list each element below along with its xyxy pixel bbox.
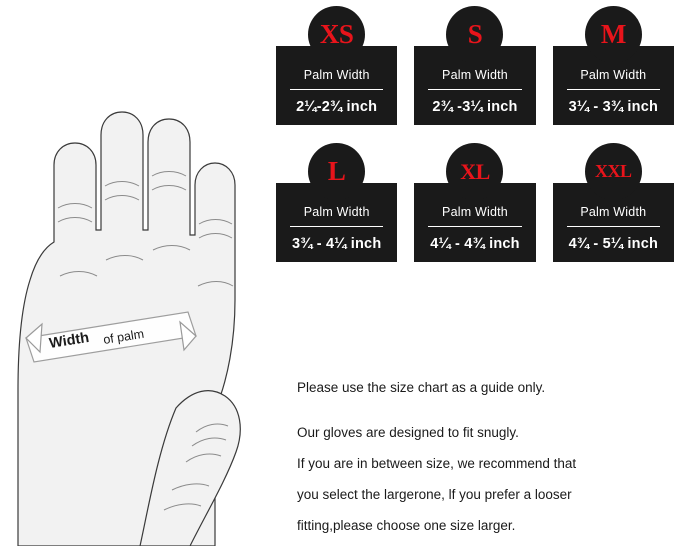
measure-label-xs: Palm Width xyxy=(290,68,383,90)
measure-label-xxl: Palm Width xyxy=(567,205,660,227)
measure-value-s: 2¾ -3¼ inch xyxy=(432,99,518,115)
size-badge-xl: XL xyxy=(446,143,503,200)
size-chart-row-2 xyxy=(276,143,674,262)
hand-illustration xyxy=(0,90,290,546)
palm-width-label-rest: of palm xyxy=(102,326,145,347)
measure-value-l: 3¾ - 4¼ inch xyxy=(291,236,382,252)
size-chart xyxy=(276,6,674,280)
measure-label-s: Palm Width xyxy=(428,68,521,90)
size-cell-l xyxy=(276,143,397,262)
size-badge-m: M xyxy=(585,6,642,63)
guidance-notes xyxy=(297,372,673,541)
size-badge-xs: XS xyxy=(308,6,365,63)
measure-value-m: 3¼ - 3¾ inch xyxy=(568,99,659,115)
size-cell-xxl xyxy=(553,143,674,262)
measure-value-xs: 2¼-2¾ inch xyxy=(296,99,378,115)
note-line-3: If you are in between size, we recommend that xyxy=(297,456,577,471)
measure-label-m: Palm Width xyxy=(567,68,660,90)
size-cell-m xyxy=(553,6,674,125)
hand-outline-svg xyxy=(0,90,290,546)
note-line-5: fitting,please choose one size larger. xyxy=(297,518,516,533)
size-badge-xxl: XXL xyxy=(585,143,642,200)
measure-value-xl: 4¼ - 4¾ inch xyxy=(430,236,520,252)
size-chart-row-1 xyxy=(276,6,674,125)
measure-value-xxl: 4¾ - 5¼ inch xyxy=(568,236,659,252)
palm-width-label-bold: Width xyxy=(48,329,91,352)
measure-label-xl: Palm Width xyxy=(428,205,521,227)
size-badge-s: S xyxy=(446,6,503,63)
size-badge-l: L xyxy=(308,143,365,200)
size-cell-xl xyxy=(414,143,535,262)
size-cell-s xyxy=(414,6,535,125)
measure-label-l: Palm Width xyxy=(290,205,383,227)
note-line-2: Our gloves are designed to fit snugly. xyxy=(297,425,519,440)
note-line-4: you select the largerone, lf you prefer a looser xyxy=(297,487,572,502)
note-line-1: Please use the size chart as a guide only. xyxy=(297,380,546,395)
size-cell-xs xyxy=(276,6,397,125)
